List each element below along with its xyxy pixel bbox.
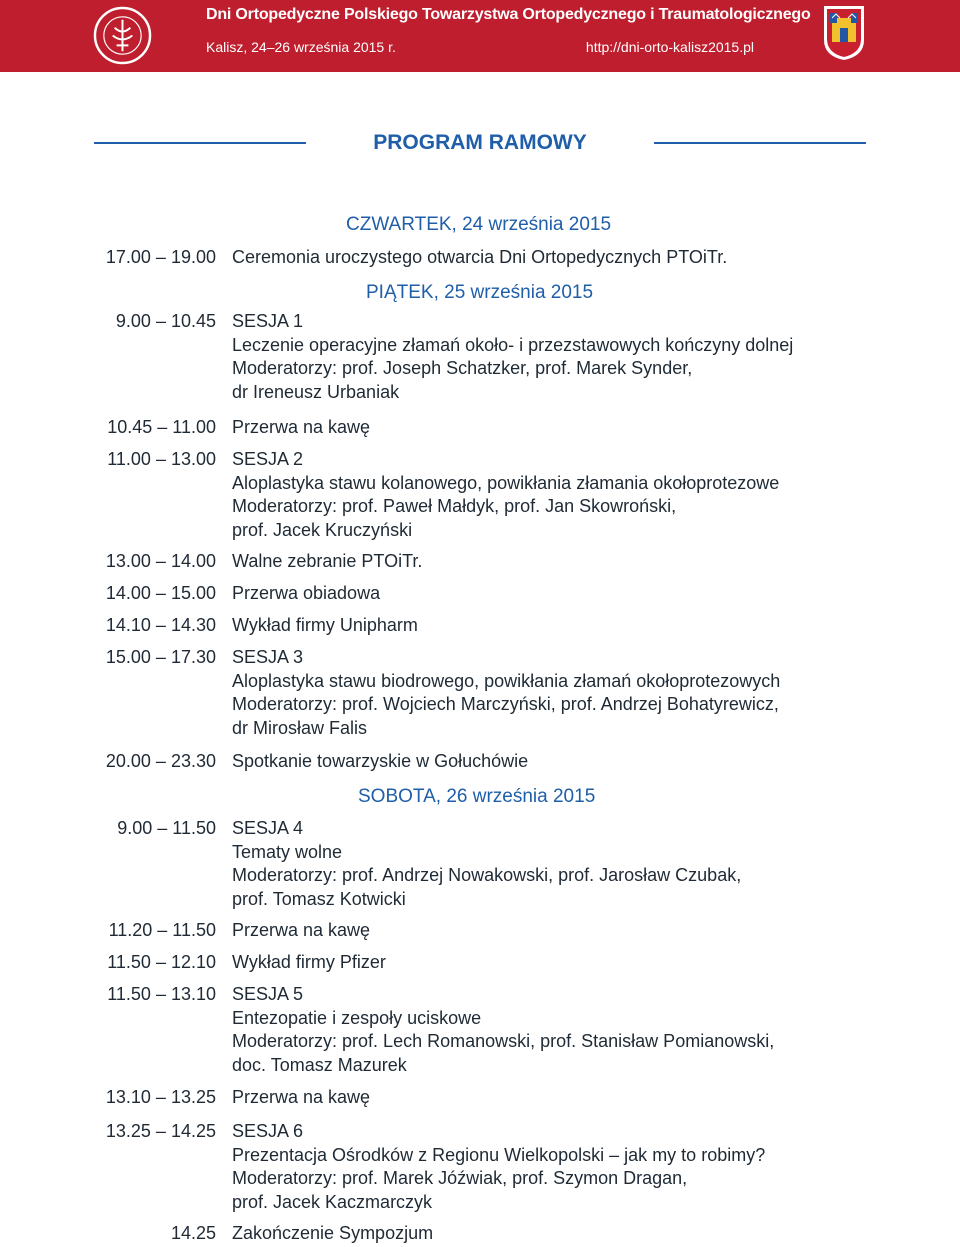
program-item-time: 13.25 – 14.25 (105, 1121, 216, 1141)
program-item-time: 14.10 – 14.30 (105, 615, 216, 635)
program-item-title: SESJA 2 (232, 449, 304, 469)
program-item-time: 11.50 – 13.10 (107, 984, 216, 1004)
program-item-title: Przerwa na kawę (232, 417, 371, 437)
kalisz-coat-of-arms-icon (822, 4, 866, 62)
program-title: PROGRAM RAMOWY (373, 131, 587, 154)
program-item-time: 13.00 – 14.00 (105, 551, 216, 571)
program-item-detail: Leczenie operacyjne złamań około- i przezstawowych kończyny dolnej (232, 334, 794, 355)
program-item-detail: prof. Jacek Kruczyński (232, 519, 413, 540)
program-item-title: Przerwa na kawę (232, 920, 371, 940)
program-item-detail: Aloplastyka stawu kolanowego, powikłania złamania okołoprotezowe (232, 472, 780, 493)
program-item-title: Wykład firmy Pfizer (232, 952, 386, 972)
program-item-time: 20.00 – 23.30 (105, 751, 216, 771)
program-item-time: 11.20 – 11.50 (108, 920, 216, 940)
program-item-detail: dr Mirosław Falis (232, 717, 368, 738)
program-item-detail: prof. Jacek Kaczmarczyk (232, 1191, 433, 1212)
program-item-title: Ceremonia uroczystego otwarcia Dni Ortopedycznych PTOiTr. (232, 247, 728, 267)
program-item-title: SESJA 4 (232, 818, 304, 838)
program-item-time: 15.00 – 17.30 (105, 647, 216, 667)
program-item-time: 10.45 – 11.00 (107, 417, 216, 437)
program-item-time: 14.00 – 15.00 (105, 583, 216, 603)
program-item-title: Przerwa obiadowa (232, 583, 381, 603)
program-item-detail: Moderatorzy: prof. Wojciech Marczyński, prof. Andrzej Bohatyrewicz, (232, 694, 779, 714)
header-title: Dni Ortopedyczne Polskiego Towarzystwa Ortopedycznego i Traumatologicznego (206, 6, 811, 23)
program-item-time: 11.50 – 12.10 (107, 952, 216, 972)
program-item-detail: Moderatorzy: prof. Marek Jóźwiak, prof. Szymon Dragan, (232, 1168, 688, 1188)
header-bar (0, 0, 960, 72)
program-item-detail: Tematy wolne (232, 841, 343, 862)
program-item-title: Przerwa na kawę (232, 1087, 371, 1107)
program-item-time: 9.00 – 10.45 (115, 311, 216, 331)
program-item-time: 9.00 – 11.50 (117, 818, 216, 838)
header-place-date: Kalisz, 24–26 września 2015 r. (206, 39, 396, 55)
program-item-title: Walne zebranie PTOiTr. (232, 551, 423, 571)
program-item-title: Wykład firmy Unipharm (232, 615, 418, 635)
program-item-title: SESJA 1 (232, 311, 304, 331)
program-item-time: 17.00 – 19.00 (105, 247, 216, 267)
program-item-detail: Moderatorzy: prof. Andrzej Nowakowski, prof. Jarosław Czubak, (232, 865, 742, 885)
program-item-title: Spotkanie towarzyskie w Gołuchówie (232, 751, 529, 771)
program-item-detail: Entezopatie i zespoły uciskowe (232, 1007, 482, 1028)
day-heading-saturday: SOBOTA, 26 września 2015 (358, 786, 596, 807)
program-item-time: 14.25 (170, 1223, 216, 1243)
program-item-detail: Aloplastyka stawu biodrowego, powikłania złamań okołoprotezowych (232, 670, 781, 691)
program-item-title: SESJA 3 (232, 647, 304, 667)
day-heading-friday: PIĄTEK, 25 września 2015 (366, 282, 594, 303)
day-heading-thursday: CZWARTEK, 24 września 2015 (346, 214, 612, 235)
program-item-detail: dr Ireneusz Urbaniak (232, 381, 400, 402)
society-logo-icon (93, 6, 152, 65)
program-item-detail: Moderatorzy: prof. Lech Romanowski, prof. Stanisław Pomianowski, (232, 1031, 775, 1051)
program-item-detail: Moderatorzy: prof. Joseph Schatzker, prof. Marek Synder, (232, 358, 693, 378)
header-url-link[interactable]: http://dni-orto-kalisz2015.pl (585, 39, 754, 55)
program-item-detail: doc. Tomasz Mazurek (232, 1054, 407, 1075)
program-item-title: Zakończenie Sympozjum (232, 1223, 434, 1243)
program-item-detail: Moderatorzy: prof. Paweł Małdyk, prof. Jan Skowroński, (232, 496, 677, 516)
program-item-detail: Prezentacja Ośrodków z Regionu Wielkopolski – jak my to robimy? (232, 1144, 766, 1165)
program-item-time: 13.10 – 13.25 (105, 1087, 216, 1107)
program-item-title: SESJA 5 (232, 984, 304, 1004)
program-item-title: SESJA 6 (232, 1121, 304, 1141)
program-item-detail: prof. Tomasz Kotwicki (232, 888, 406, 909)
program-item-time: 11.00 – 13.00 (107, 449, 216, 469)
